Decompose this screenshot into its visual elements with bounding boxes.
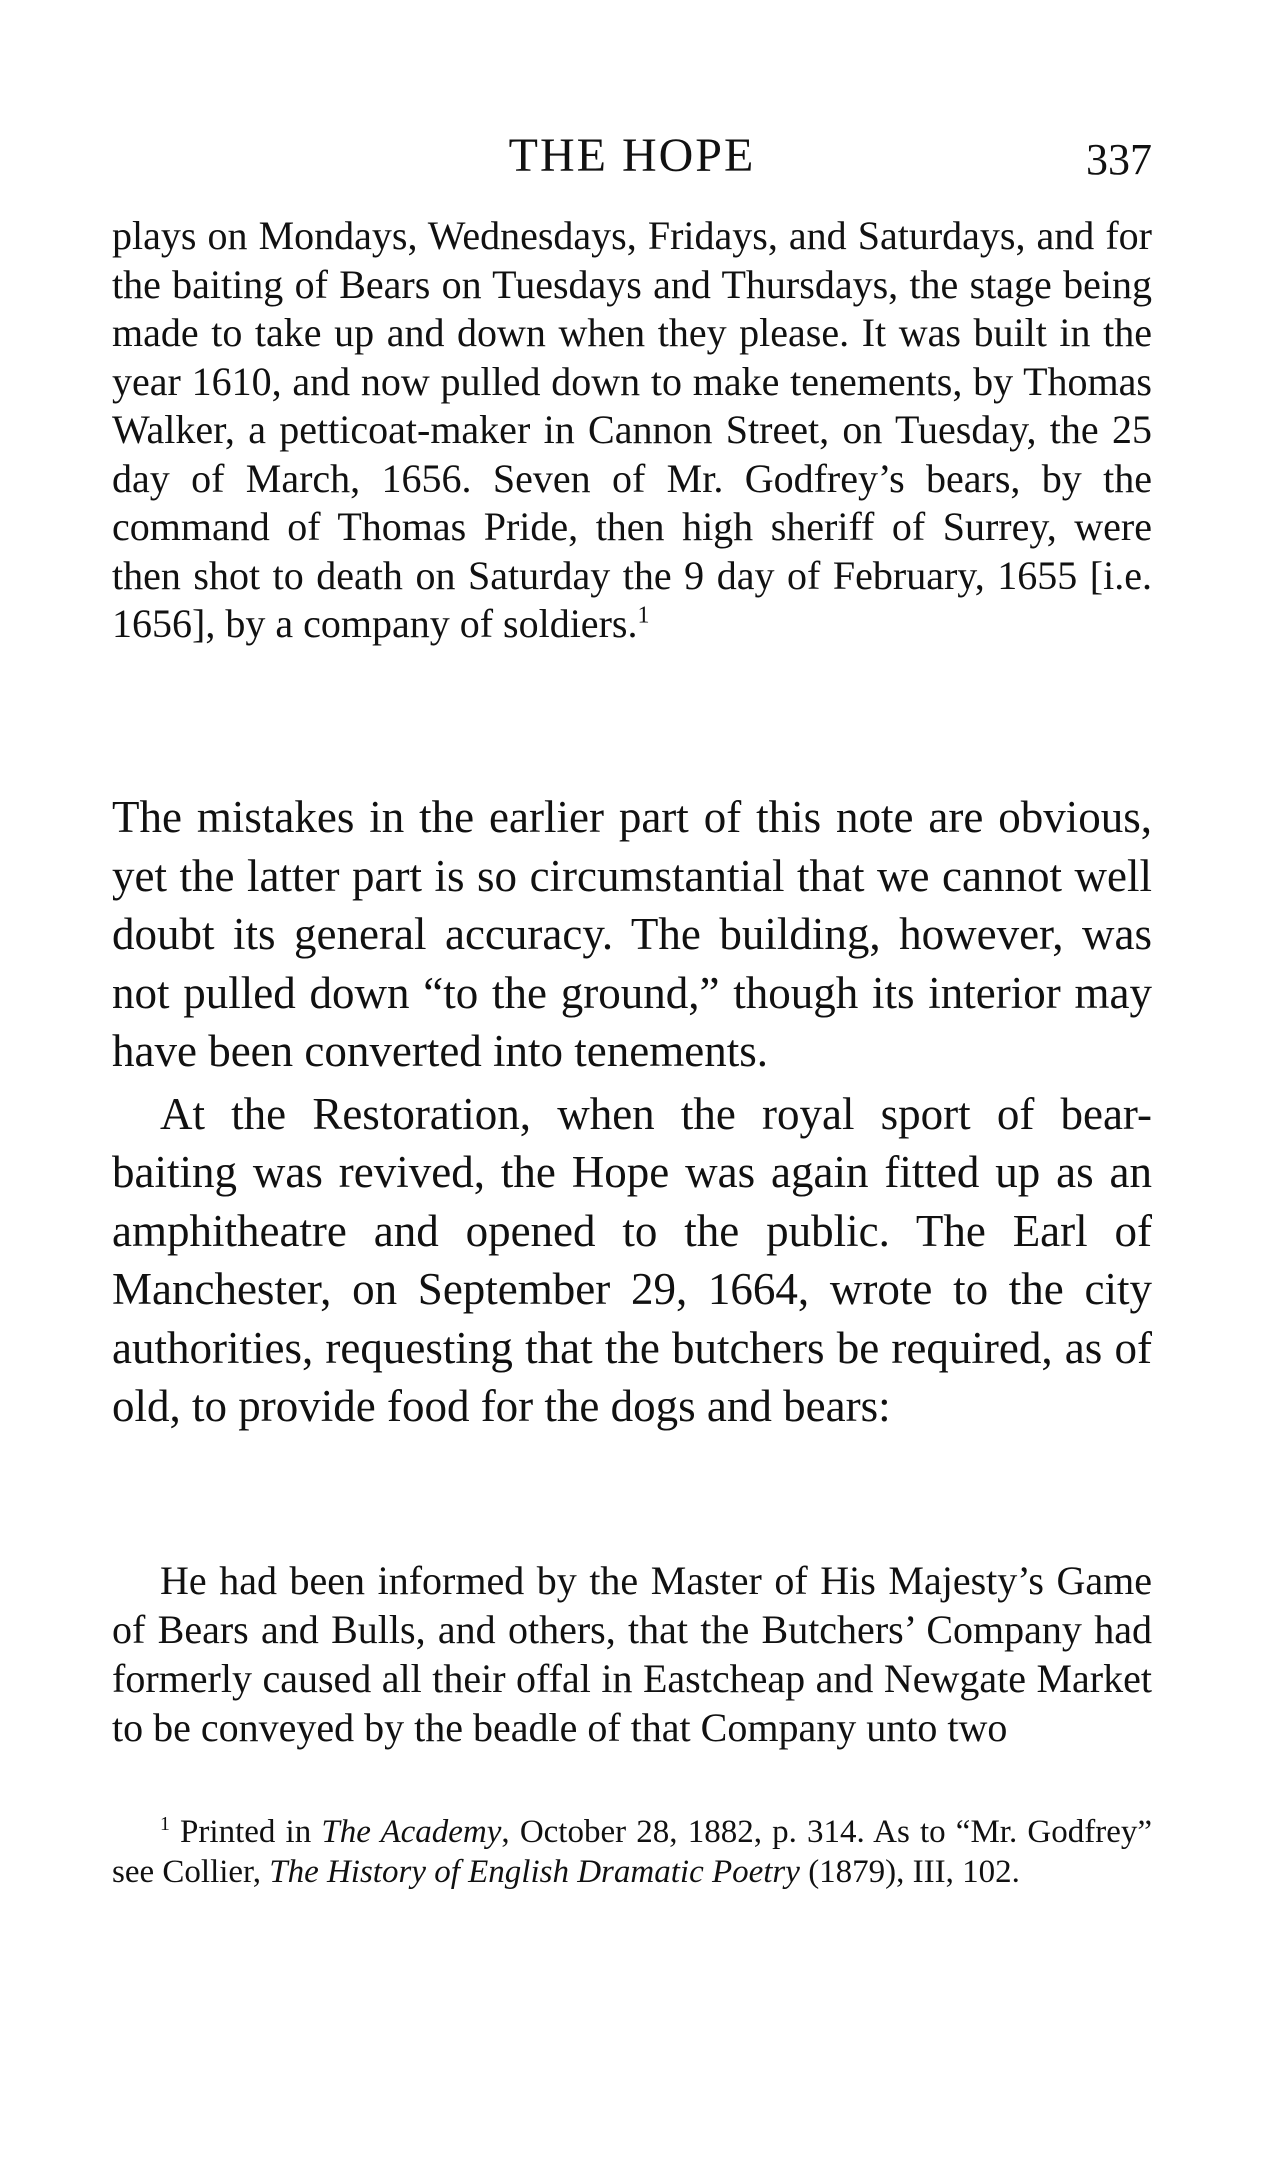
footnote-text-1: Printed in (169, 1814, 322, 1850)
footnote-marker: 1 (160, 1813, 170, 1836)
footnote-paragraph (112, 1812, 1152, 1892)
body-paragraph-2: At the Restoration, when the royal sport of bear-baiting was revived, the Hope was again fitted up as an amphitheatre and opened to the public. The Earl of Manchester, on September 29, 1664, wrote to the city authorities, requesting that the butchers be required, as of old, to provide food for the dogs and bears: (112, 1088, 1152, 1431)
page-number: 337 (1086, 135, 1152, 184)
footnote (112, 1812, 1152, 1892)
footnote-text-2: , October 28, 1882, p. 314. As to “Mr. Godfrey” see Collier, (112, 1814, 1152, 1890)
footnote-book-title: The History of English Dramatic Poetry (269, 1854, 800, 1890)
quote-1-text: plays on Mondays, Wednesdays, Fridays, and Saturdays, and for the baiting of Bears on Tuesdays and Thursdays, the stage being made to take up and down when they please. It was built in the year 1610, and now pulled down to make tenements, by Thomas Walker, a petticoat-maker in Cannon Street, on Tuesday, the 25 day of March, 1656. Seven of Mr. Godfrey’s bears, by the command of Thomas Pride, then high sheriff of Surrey, were then shot to death on Saturday the 9 day of February, 1655 [i.e. 1656], by a company of soldiers. (112, 213, 1152, 646)
footnote-reference[interactable]: 1 (637, 602, 650, 629)
running-title: THE HOPE (508, 129, 756, 182)
running-head (112, 128, 1152, 188)
footnote-journal-title: The Academy (321, 1814, 502, 1850)
quote-2-paragraph: He had been informed by the Master of His Majesty’s Game of Bears and Bulls, and others, that the Butchers’ Company had formerly caused all their offal in Eastcheap and Newgate Market to be conveyed by the beadle of that Company unto two (112, 1558, 1152, 1750)
footnote-text-3: (1879), III, 102. (799, 1854, 1020, 1890)
body-paragraph-1: The mistakes in the earlier part of this note are obvious, yet the latter part is so circumstantial that we cannot well doubt its general accuracy. The building, however, was not pulled down “to the ground,” though its interior may have been converted into tenements. (112, 792, 1152, 1076)
body-text (112, 788, 1152, 1436)
block-quote-2 (112, 1556, 1152, 1752)
quote-1-paragraph (112, 212, 1152, 649)
block-quote-1 (112, 212, 1152, 649)
